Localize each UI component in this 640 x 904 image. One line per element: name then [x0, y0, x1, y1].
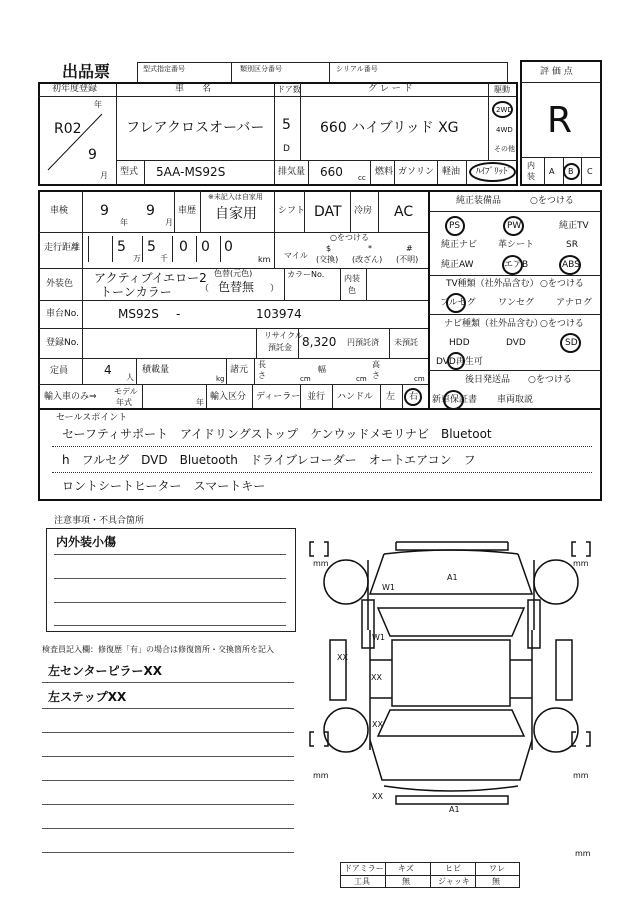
sen-unit: 千 — [160, 254, 168, 263]
divider — [136, 358, 137, 384]
mark-a1-front: A1 — [447, 573, 458, 582]
oem-ps-circle — [445, 216, 465, 236]
hgt-unit: cm — [414, 375, 425, 383]
mark-xx-rear: XX — [372, 720, 383, 729]
recycle-unpaid: 未預託 — [394, 338, 418, 347]
divider — [116, 160, 518, 161]
sales-line-3: ロントシートヒーター スマートキー — [62, 479, 266, 493]
mileage-digit-4: 0 — [179, 239, 188, 255]
dealer-label: ディーラー — [256, 392, 301, 402]
fuel-gasoline: ガソリン — [398, 167, 435, 177]
color-change-label: 色替(元色) — [214, 269, 253, 278]
mark-w1-side: W1 — [372, 633, 385, 642]
divider — [206, 384, 207, 409]
divider — [402, 384, 403, 409]
mileage-cell-divider — [196, 236, 197, 262]
caution-rule-3 — [54, 602, 286, 603]
serial-label: シリアル番号 — [336, 65, 378, 73]
recycle-label-bot: 預託金 — [268, 343, 292, 352]
car-name-value: フレアクロスオーバー — [126, 120, 265, 136]
tv-oneseg: ワンセグ — [498, 298, 535, 308]
divider — [429, 275, 601, 276]
mileage-cell-divider — [220, 236, 221, 262]
divider — [332, 384, 333, 409]
parallel-label: 並行 — [307, 392, 326, 402]
mm-label-bottom: mm — [575, 849, 591, 858]
divider — [144, 160, 145, 185]
divider — [304, 191, 305, 232]
kai-top: * — [368, 244, 372, 253]
tv-hint: ○をつける — [540, 279, 584, 289]
drive-2wd-circle — [492, 101, 513, 118]
repair-line-1: 左センターピラーXX — [48, 664, 163, 678]
bt-header-1: ドアミラー — [344, 864, 384, 873]
tv-label: TV種類（社外品含む） — [446, 279, 539, 289]
navi-hdd: HDD — [449, 338, 470, 348]
cooling-value: AC — [394, 204, 414, 220]
rating-label: 評 価 点 — [540, 67, 573, 77]
oem-navi: 純正ナビ — [441, 240, 478, 250]
slash-mark — [40, 108, 110, 174]
color-no-label: カラーNo. — [287, 270, 325, 279]
chassis-dash: - — [176, 307, 181, 321]
insp-month: 9 — [146, 203, 155, 219]
fuel-hybrid-circle — [469, 162, 516, 182]
divider — [254, 358, 255, 384]
first-reg-month: 9 — [88, 147, 97, 163]
mileage-label: 走行距離 — [44, 243, 81, 253]
interior-label: 内装 — [527, 161, 535, 181]
repair-rule-3 — [42, 732, 294, 733]
divider — [226, 358, 227, 384]
mileage-cell-divider — [88, 236, 89, 262]
handle-label: ハンドル — [337, 392, 374, 402]
import-cat-label: 輸入区分 — [210, 392, 247, 402]
divider — [380, 384, 381, 409]
reg-label: 登録No. — [46, 338, 79, 348]
grade-label: グ レ ー ド — [368, 84, 413, 94]
bt-cell-2: 無 — [402, 877, 410, 886]
mileage-cell-divider — [142, 236, 143, 262]
divider — [200, 191, 201, 232]
recycle-value: 8,320 — [302, 335, 337, 349]
after-manual: 車両取説 — [497, 395, 534, 405]
divider — [394, 160, 395, 185]
divider — [544, 157, 545, 185]
doors-label: ドア数 — [277, 85, 301, 94]
inspector-label: 検査員記入欄：修復歴「有」の場合は修復箇所・交換箇所を記入 — [42, 645, 274, 654]
divider — [429, 314, 601, 315]
oem-label: 純正装備品 — [456, 196, 502, 206]
oem-tv: 純正TV — [559, 221, 589, 231]
left-label: 左 — [386, 392, 396, 402]
oem-pw: PW — [507, 221, 522, 231]
bt-header-4: ワレ — [489, 864, 505, 873]
caution-rule-1 — [54, 554, 286, 555]
repair-rule-6 — [42, 804, 294, 805]
divider — [39, 328, 428, 329]
color-change-close: ） — [270, 284, 280, 294]
sales-line-1: セーフティサポート アイドリングストップ ケンウッドメモリナビ Bluetoot — [62, 427, 492, 441]
oem-airbag: エアB — [504, 260, 529, 270]
divider — [82, 191, 83, 384]
sales-rule-2 — [52, 472, 592, 473]
oem-pw-circle — [503, 216, 524, 236]
mileage-digit-5: 0 — [201, 239, 210, 255]
oem-ps: PS — [449, 221, 461, 231]
doors-suffix: D — [283, 144, 290, 154]
chassis-prefix: MS92S — [118, 307, 159, 321]
interior-color-top: 内装 — [344, 274, 360, 283]
exch-bot: (交換) — [316, 255, 339, 264]
navi-dvd: DVD — [506, 338, 526, 348]
doors-value: 5 — [282, 117, 291, 133]
chassis-label: 車台No. — [46, 309, 79, 319]
right-label: 右 — [409, 392, 419, 402]
mileage-digit-2: 5 — [117, 239, 126, 255]
oem-leather: 革シート — [498, 240, 535, 250]
load-label: 積載量 — [142, 365, 170, 375]
exterior-value-2: トーンカラー — [100, 285, 172, 299]
displacement-value: 660 — [320, 165, 343, 179]
bt-header-2: キズ — [398, 864, 414, 873]
divider — [174, 191, 175, 232]
model-label: 型式 — [120, 167, 139, 177]
first-reg-label: 初年度登録 — [52, 84, 98, 94]
divider — [429, 370, 601, 371]
divider — [256, 328, 257, 358]
grade-value: 660 ハイブリッド XG — [320, 120, 459, 136]
import-label: 輸入車のみ⇒ — [44, 392, 97, 402]
sales-line-2: h フルセグ DVD Bluetooth ドライブレコーダー オートエアコン フ — [62, 453, 476, 467]
after-warranty: 新車保証書 — [432, 395, 478, 405]
navi-sd-circle — [560, 333, 581, 353]
repair-rule-4 — [42, 756, 294, 757]
oem-abs-circle — [559, 255, 581, 275]
dims-label: 諸元 — [230, 365, 249, 375]
divider — [274, 83, 275, 160]
fuel-label: 燃料 — [375, 167, 394, 177]
navi-sd: SD — [565, 338, 578, 348]
navi-label: ナビ種類（社外品含む） — [444, 319, 544, 329]
oem-sr: SR — [566, 240, 578, 250]
divider — [389, 328, 390, 358]
cooling-label: 冷房 — [354, 206, 373, 216]
rating-value: R — [547, 100, 573, 141]
bt-header-3: ヒビ — [445, 864, 461, 873]
model-year-top: モデル — [114, 387, 138, 396]
drive-other: その他 — [494, 145, 515, 153]
mileage-digit-3: 5 — [147, 239, 156, 255]
drive-label: 駆動 — [494, 85, 510, 94]
page-title: 出品票 — [62, 62, 111, 81]
mm-label-rr: mm — [573, 771, 589, 780]
unknown-top: # — [406, 244, 413, 253]
divider — [274, 160, 275, 185]
divider — [385, 862, 386, 888]
divider — [298, 328, 299, 358]
hgt-bot: さ — [372, 371, 380, 380]
interior-opt-b: B — [568, 167, 574, 176]
divider — [466, 160, 467, 185]
divider — [378, 191, 379, 232]
km-unit: km — [258, 255, 271, 264]
mileage-digit-6: 0 — [224, 239, 233, 255]
divider — [475, 862, 476, 888]
divider — [308, 160, 309, 185]
type-designation-label: 型式指定番号 — [143, 65, 185, 73]
divider — [142, 384, 143, 409]
capacity-label: 定員 — [50, 366, 69, 376]
capacity-unit: 人 — [126, 373, 134, 382]
hgt-top: 高 — [372, 360, 380, 369]
exch-top: $ — [326, 244, 332, 253]
recycle-status: 円預託済 — [347, 338, 379, 347]
divider — [39, 300, 428, 301]
divider — [429, 211, 601, 212]
fuel-hybrid: ﾊｲﾌﾞﾘｯﾄﾞ — [476, 167, 513, 177]
oem-airbag-circle — [502, 255, 523, 275]
tv-fullseg: フルセグ — [440, 298, 476, 308]
divider — [300, 83, 301, 160]
car-damage-diagram — [300, 530, 620, 830]
inspection-label: 車検 — [50, 206, 69, 216]
divider — [300, 384, 301, 409]
tv-analog: アナログ — [556, 298, 593, 308]
divider — [428, 191, 430, 409]
caution-rule-4 — [54, 625, 286, 626]
divider — [488, 83, 489, 160]
sales-rule-1 — [52, 446, 592, 447]
recycle-label-top: リサイクル — [264, 331, 303, 340]
navi-dvd-play-circle — [447, 352, 465, 370]
mileage-cell-divider — [172, 236, 173, 262]
category-label: 類別区分番号 — [240, 65, 282, 73]
color-change-open: （ — [200, 284, 210, 294]
exterior-value-1: アクティブイエロー2 — [94, 271, 207, 285]
mm-label-fr: mm — [573, 559, 589, 568]
oem-hint: ○をつける — [530, 196, 574, 206]
man-unit: 万 — [133, 254, 141, 263]
repair-rule-8 — [42, 852, 294, 853]
divider — [521, 82, 601, 83]
shift-value: DAT — [314, 204, 342, 220]
divider — [370, 160, 371, 185]
caution-label: 注意事項・不具合箇所 — [54, 516, 145, 526]
exterior-label: 外装色 — [46, 279, 74, 289]
insp-year: 9 — [100, 203, 109, 219]
year-unit: 年 — [94, 100, 102, 109]
repair-rule-5 — [42, 780, 294, 781]
wid-unit: cm — [356, 375, 367, 383]
car-name-label: 車 名 — [175, 84, 212, 94]
divider — [521, 157, 601, 158]
after-warranty-circle — [443, 390, 464, 410]
divider — [340, 268, 341, 300]
interior-b-circle — [563, 163, 580, 180]
divider — [39, 358, 428, 359]
caution-line-1: 内外装小傷 — [56, 535, 117, 549]
divider — [366, 268, 367, 300]
oem-aw: 純正AW — [441, 260, 474, 270]
navi-dvd-play: DVD再生可 — [436, 357, 483, 367]
bt-cell-1: 工具 — [354, 877, 370, 886]
fuel-diesel: 軽油 — [442, 167, 461, 177]
wid-label: 幅 — [318, 365, 326, 374]
kai-bot: (改ざん) — [352, 255, 383, 264]
repair-rule-7 — [42, 828, 294, 829]
unknown-bot: (不明) — [396, 255, 419, 264]
shift-label: シフト — [278, 206, 306, 216]
divider — [284, 268, 285, 300]
divider — [350, 191, 351, 232]
mile-label: マイル — [284, 251, 308, 260]
model-value: 5AA-MS92S — [156, 165, 226, 179]
color-change-value: 色替無 — [218, 280, 255, 294]
insp-month-unit: 月 — [165, 218, 173, 227]
divider — [39, 384, 428, 385]
load-unit: kg — [216, 375, 225, 383]
navi-hint: ○をつける — [540, 319, 584, 329]
repair-line-2: 左ステップXX — [48, 690, 127, 704]
divider — [274, 191, 275, 232]
oem-abs: ABS — [562, 260, 580, 270]
capacity-value: 4 — [104, 363, 112, 377]
len-top: 長 — [258, 360, 266, 369]
divider — [437, 160, 438, 185]
displacement-label: 排気量 — [278, 167, 306, 177]
mm-label-fl: mm — [313, 559, 329, 568]
drive-4wd: 4WD — [496, 126, 513, 134]
divider — [274, 232, 275, 268]
mm-label-rl: mm — [313, 771, 329, 780]
divider — [430, 862, 431, 888]
divider — [39, 96, 517, 97]
mark-xx-door: XX — [371, 673, 382, 682]
mark-xx-left: XX — [337, 653, 348, 662]
history-note: ※未記入は自家用 — [208, 193, 263, 201]
history-value: 自家用 — [215, 206, 257, 222]
repair-rule-2 — [42, 708, 294, 709]
drive-2wd: 2WD — [496, 106, 513, 114]
mark-a1-rear: A1 — [449, 805, 460, 814]
caution-rule-2 — [54, 578, 286, 579]
len-bot: さ — [258, 371, 266, 380]
mark-xx-bottom: XX — [372, 792, 383, 801]
interior-color-bot: 色 — [348, 286, 356, 295]
history-label: 車歴 — [178, 206, 197, 216]
bt-cell-3: ジャッキ — [438, 877, 470, 886]
insp-year-unit: 年 — [120, 218, 128, 227]
model-year-bot: 年式 — [116, 398, 132, 407]
divider — [581, 157, 582, 185]
tv-fullseg-circle — [446, 293, 466, 313]
sales-label: セールスポイント — [56, 413, 128, 423]
mileage-cell-divider — [112, 236, 113, 262]
right-circle — [404, 388, 422, 406]
divider — [116, 83, 117, 185]
mileage-circle-hint: ○をつける — [330, 233, 369, 242]
len-unit: cm — [300, 375, 311, 383]
interior-opt-c: C — [587, 167, 593, 176]
month-unit: 月 — [100, 171, 108, 180]
after-label: 後日発送品 — [465, 375, 511, 385]
bt-cell-4: 無 — [492, 877, 500, 886]
model-year-unit: 年 — [196, 398, 204, 407]
first-reg-year: R02 — [54, 121, 82, 137]
after-hint: ○をつける — [528, 375, 572, 385]
repair-rule-1 — [42, 682, 294, 683]
chassis-no: 103974 — [256, 307, 302, 321]
interior-opt-a: A — [549, 167, 555, 176]
cc-unit: cc — [358, 174, 366, 182]
mark-w1-front: W1 — [382, 583, 395, 592]
divider — [39, 232, 428, 233]
divider — [252, 384, 253, 409]
